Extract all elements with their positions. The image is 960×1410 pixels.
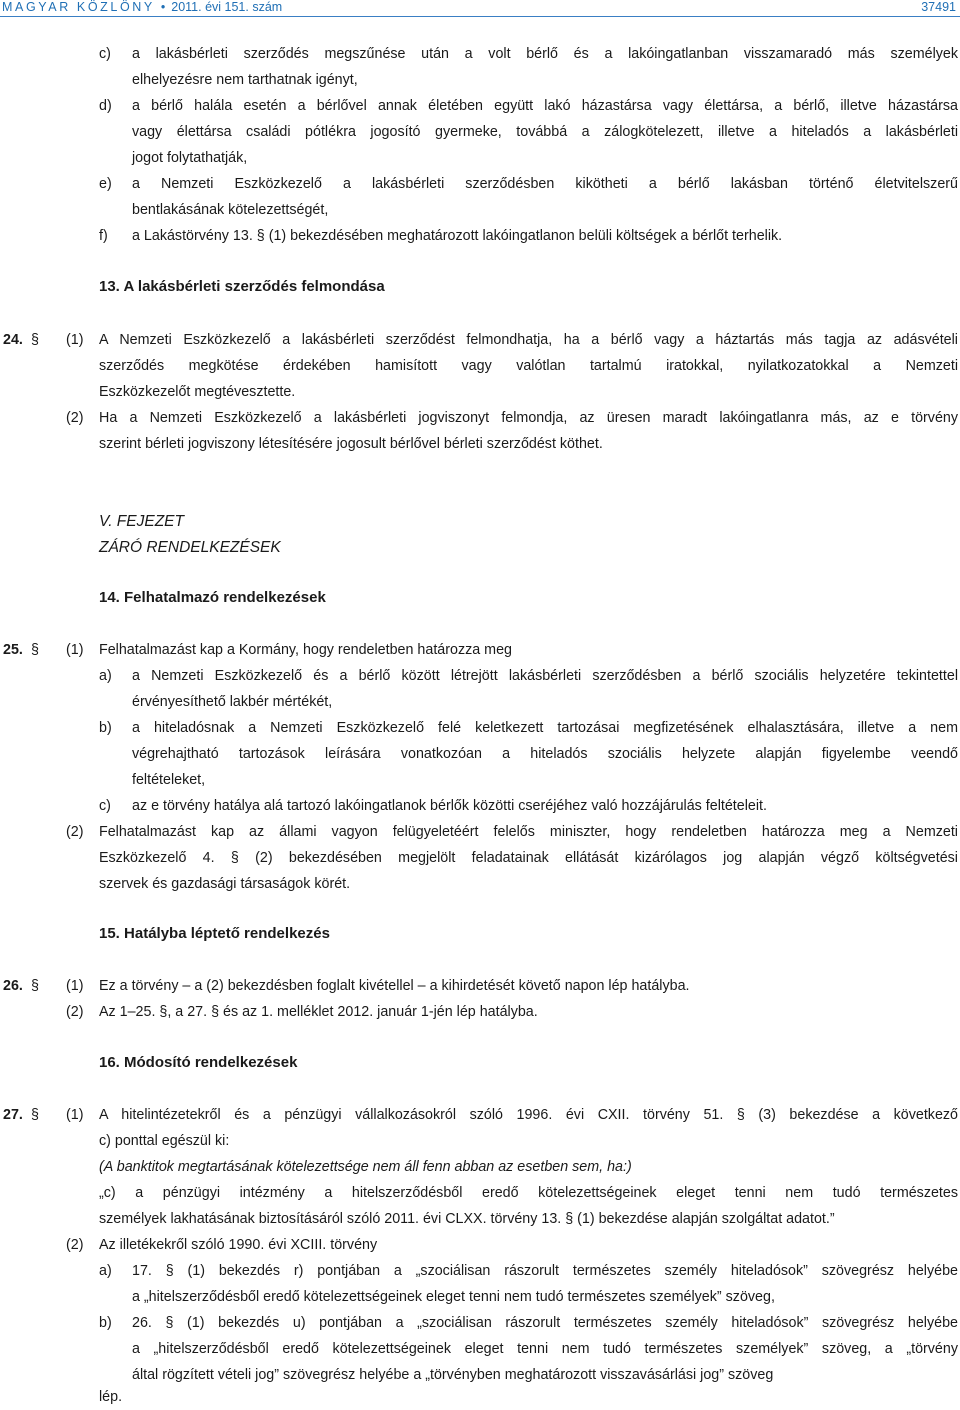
section-number: 27. [3, 1107, 23, 1123]
paragraph-number: (1) [66, 978, 84, 994]
chapter-subtitle: ZÁRÓ RENDELKEZÉSEK [99, 539, 281, 556]
section-heading: 14. Felhatalmazó rendelkezések [99, 589, 326, 606]
item-label: c) [99, 798, 111, 814]
chapter-title: V. FEJEZET [99, 513, 184, 530]
section-heading: 13. A lakásbérleti szerződés felmondása [99, 278, 385, 295]
item-text-line: elhelyezésre nem tarthatnak igényt, [132, 72, 358, 88]
item-text-line: a „hitelszerződésből eredő kötelezettségeinek eleget tenni nem tudó természetes személyek” szöveg, [132, 1289, 775, 1305]
section-number: 26. [3, 978, 23, 994]
item-label: b) [99, 720, 112, 736]
paragraph-line: Felhatalmazást kap a Kormány, hogy rendeletben határozza meg [99, 642, 512, 658]
header-bullet: • [160, 0, 166, 14]
paragraph-number: (1) [66, 642, 84, 658]
item-text-line: bentlakásának kötelezettségét, [132, 202, 329, 218]
page-number: 37491 [921, 0, 956, 14]
italic-preamble: (A banktitok megtartásának kötelezettsége nem áll fenn abban az esetben sem, ha:) [99, 1159, 632, 1175]
section-sign: § [31, 642, 39, 658]
paragraph-line: Eszközkezelő 4. § (2) bekezdésében megjelölt feladatainak ellátását kizárólagos jog alapján végző költségvetési [99, 850, 958, 866]
item-text-line: a hiteladósnak a Nemzeti Eszközkezelő felé keletkezett tartozásai megfizetésének elhalasztására, illetve a nem [132, 720, 958, 736]
section-sign: § [31, 1107, 39, 1123]
quoted-line: személyek lakhatásának biztosításáról szóló 2011. évi CLXX. törvény 13. § (1) bekezdése alapján szolgáltat adatot.” [99, 1211, 835, 1227]
section-number: 25. [3, 642, 23, 658]
paragraph-line: Az 1–25. §, a 27. § és az 1. melléklet 2012. január 1-jén lép hatályba. [99, 1004, 538, 1020]
item-label: c) [99, 46, 111, 62]
paragraph-line: c) ponttal egészül ki: [99, 1133, 230, 1149]
item-text-line: vagy élettársa családi pótlékra jogosító gyermeke, továbbá a zálogkötelezett, illetve a hiteladós a lakásbérleti [132, 124, 958, 140]
item-label: e) [99, 176, 112, 192]
item-text-line: jogot folytathatják, [132, 150, 248, 166]
trailing-text: lép. [99, 1389, 123, 1405]
item-text-line: a Lakástörvény 13. § (1) bekezdésében meghatározott lakóingatlanon belüli költségek a bérlőt terhelik. [132, 228, 783, 244]
paragraph-number: (1) [66, 332, 84, 348]
quoted-line: „c) a pénzügyi intézmény a hitelszerződésből eredő kötelezettségeinek eleget tenni nem tudó természetes [99, 1185, 958, 1201]
paragraph-line: Ha a Nemzeti Eszközkezelő a lakásbérleti jogviszonyt felmondja, az üresen maradt lakóingatlanra más, az e törvény [99, 410, 958, 426]
section-sign: § [31, 332, 39, 348]
item-label: a) [99, 1263, 112, 1279]
section-number: 24. [3, 332, 23, 348]
item-text-line: feltételeket, [132, 772, 206, 788]
item-label: d) [99, 98, 112, 114]
item-text-line: a „hitelszerződésből eredő kötelezettségeinek eleget tenni nem tudó természetes személyek” szöveg, a „törvény [132, 1341, 958, 1357]
section-heading: 16. Módosító rendelkezések [99, 1054, 298, 1071]
paragraph-line: A hitelintézetekről és a pénzügyi vállalkozásokról szóló 1996. évi CXII. törvény 51. § (3) bekezdése a következő [99, 1107, 958, 1123]
item-text-line: a Nemzeti Eszközkezelő a lakásbérleti szerződésben kikötheti a bérlő lakásban történő életvitelszerű [132, 176, 958, 192]
item-text-line: által rögzített vételi jog” szövegrész helyébe a „törvényben meghatározott visszavásárlási jog” szöveg [132, 1367, 774, 1383]
item-text-line: 26. § (1) bekezdés u) pontjában a „szociálisan rászorult természetes személy hiteladósok” szövegrész helyébe [132, 1315, 958, 1331]
item-text-line: a bérlő halála esetén a bérlővel annak életében együtt lakó házastársa vagy élettársa, a bérlő, illetve házastársa [132, 98, 958, 114]
issue-number: 2011. évi 151. szám [171, 0, 283, 14]
paragraph-number: (2) [66, 824, 84, 840]
header-journal [2, 0, 282, 14]
item-text-line: 17. § (1) bekezdés r) pontjában a „szociálisan rászorult természetes személy hiteladósok” szövegrész helyébe [132, 1263, 958, 1279]
paragraph-number: (2) [66, 1237, 84, 1253]
section-heading: 15. Hatályba léptető rendelkezés [99, 925, 330, 942]
paragraph-line: szerint bérleti jogviszony létesítésére jogosult bérlővel bérleti szerződést köthet. [99, 436, 603, 452]
paragraph-line: Eszközkezelőt megtévesztette. [99, 384, 296, 400]
paragraph-line: Felhatalmazást kap az állami vagyon felügyeletéért felelős miniszter, hogy rendeletben határozza meg a Nemzeti [99, 824, 958, 840]
item-label: f) [99, 228, 108, 244]
paragraph-number: (1) [66, 1107, 84, 1123]
item-text-line: érvényesíthető lakbér mértékét, [132, 694, 333, 710]
item-label: a) [99, 668, 112, 684]
paragraph-number: (2) [66, 1004, 84, 1020]
header-rule [0, 16, 960, 17]
section-sign: § [31, 978, 39, 994]
item-text-line: az e törvény hatálya alá tartozó lakóingatlanok bérlők közötti cseréjéhez való hozzájárulás feltételeit. [132, 798, 767, 814]
item-text-line: a lakásbérleti szerződés megszűnése után a volt bérlő és a lakóingatlanban visszamaradó más személyek [132, 46, 958, 62]
paragraph-line: szerződés megkötése érdekében hamisított vagy valótlan tartalmú iratokkal, nyilatkozatokkal a Nemzeti [99, 358, 958, 374]
paragraph-line: Az illetékekről szóló 1990. évi XCIII. törvény [99, 1237, 378, 1253]
paragraph-line: A Nemzeti Eszközkezelő a lakásbérleti szerződést felmondhatja, ha a bérlő vagy a háztartás más tagja az adásvételi [99, 332, 958, 348]
paragraph-line: szervek és gazdasági társaságok körét. [99, 876, 351, 892]
paragraph-line: Ez a törvény – a (2) bekezdésben foglalt kivétellel – a kihirdetését követő napon lép hatályba. [99, 978, 690, 994]
item-text-line: végrehajtható tartozások leírására vonatkozóan a hiteladós szociális helyzete alapján figyelembe veendő [132, 746, 958, 762]
item-label: b) [99, 1315, 112, 1331]
item-text-line: a Nemzeti Eszközkezelő és a bérlő között létrejött lakásbérleti szerződésben a bérlő szociális helyzetére tekintettel [132, 668, 958, 684]
journal-name: MAGYAR KÖZLÖNY [2, 0, 155, 14]
paragraph-number: (2) [66, 410, 84, 426]
page-header [0, 0, 960, 16]
